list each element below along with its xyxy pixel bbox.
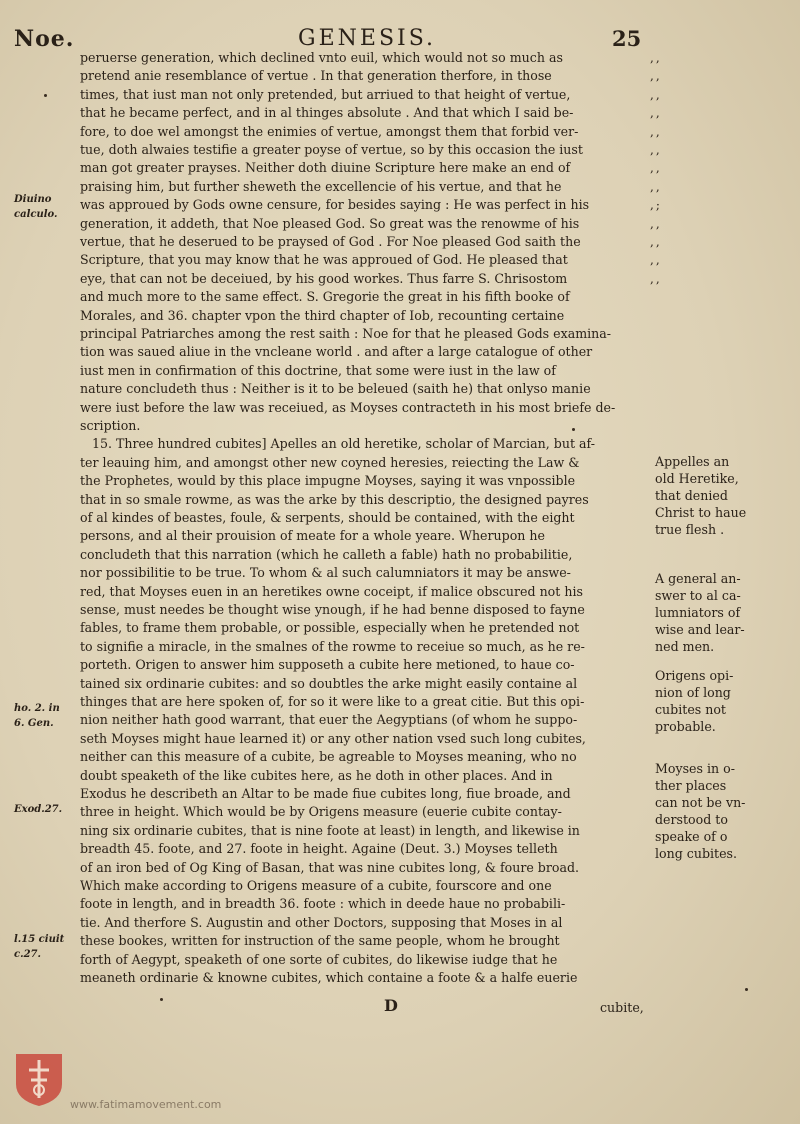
text-line: neither can this measure of a cubite, be agreable to Moyses meaning, who no bbox=[80, 749, 577, 765]
text-line: scription. bbox=[80, 418, 141, 433]
catchword: cubite, bbox=[600, 1000, 644, 1015]
text-line: fables, to frame them probable, or possible, especially when he pretended not bbox=[80, 620, 580, 636]
text-line: to signifie a miracle, in the smalnes of the rowme to receiue so much, as he re- bbox=[80, 638, 585, 654]
right-margin-note: long cubites. bbox=[655, 846, 738, 861]
text-line: vertue, that he deserued to be praysed of God . For Noe pleased God saith the bbox=[80, 234, 581, 249]
quote-mark: ,, bbox=[650, 51, 662, 65]
text-line: peruerse generation, which declined vnto euil, which would not so much as bbox=[80, 50, 563, 65]
text-line: and much more to the same effect. S. Gregorie the great in his fifth booke of bbox=[80, 289, 570, 305]
left-margin-note: ho. 2. in bbox=[14, 703, 60, 714]
text-line: were iust before the law was receiued, as Moyses contracteth in his most briefe de- bbox=[80, 399, 616, 415]
text-line: ning six ordinarie cubites, that is nine foote at least) in length, and likewise in bbox=[80, 822, 580, 838]
right-margin-note: Appelles an bbox=[655, 454, 730, 469]
right-margin-note: derstood to bbox=[655, 812, 728, 827]
text-line: of an iron bed of Og King of Basan, that was nine cubites long, & foure broad. bbox=[80, 859, 580, 875]
right-margin-note: speake of o bbox=[655, 829, 728, 844]
text-line: foote in length, and in breadth 36. foote : which in deede haue no probabili- bbox=[80, 896, 566, 912]
right-margin-note: wise and lear- bbox=[655, 622, 745, 637]
signature-mark: D bbox=[384, 996, 398, 1015]
right-margin-note: can not be vn- bbox=[655, 795, 746, 810]
text-line: was approued by Gods owne censure, for besides saying : He was perfect in his bbox=[80, 197, 590, 213]
header-left: Noe. bbox=[14, 26, 75, 52]
quote-mark: ,, bbox=[650, 124, 662, 139]
text-line: seth Moyses might haue learned it) or any other nation vsed such long cubites, bbox=[80, 730, 586, 746]
text-line: 15. Three hundred cubites] Apelles an old heretike, scholar of Marcian, but af- bbox=[92, 436, 596, 452]
text-line: doubt speaketh of the like cubites here, as he doth in other places. And in bbox=[80, 767, 553, 783]
text-line: man got greater prayses. Neither doth diuine Scripture here make an end of bbox=[80, 160, 571, 176]
text-line: Which make according to Origens measure of a cubite, fourscore and one bbox=[80, 878, 552, 893]
left-margin-note: calculo. bbox=[14, 209, 58, 220]
text-line: nion neither hath good warrant, that euer the Aegyptians (of whom he suppo- bbox=[80, 712, 578, 728]
right-margin-note: Christ to haue bbox=[655, 505, 747, 520]
ink-speck bbox=[44, 94, 47, 97]
text-line: persons, and al their prouision of meate for a whole yeare. Wherupon he bbox=[80, 528, 545, 544]
left-margin-note: 6. Gen. bbox=[14, 718, 54, 729]
text-line: that in so smale rowme, as was the arke by this descriptio, the designed payres bbox=[80, 491, 589, 507]
text-line: of al kindes of beastes, foule, & serpents, should be contained, with the eight bbox=[80, 510, 575, 525]
quote-mark: ,, bbox=[650, 106, 662, 121]
ink-speck bbox=[160, 998, 163, 1001]
right-margin-note: cubites not bbox=[655, 702, 726, 717]
quote-mark: ,, bbox=[650, 143, 662, 157]
text-line: tie. And therfore S. Augustin and other Doctors, supposing that Moses in al bbox=[80, 914, 563, 930]
left-margin-note: c.27. bbox=[14, 949, 41, 960]
right-margin-note: lumniators of bbox=[655, 605, 741, 620]
right-margin-note: ned men. bbox=[655, 639, 715, 654]
text-line: generation, it addeth, that Noe pleased God. So great was the renowme of his bbox=[80, 215, 580, 231]
quote-mark: ,, bbox=[650, 69, 662, 84]
text-line: fore, to doe wel amongst the enimies of vertue, amongst them that forbid ver- bbox=[80, 123, 579, 139]
left-margin-note: Exod.27. bbox=[14, 804, 63, 815]
quote-mark: ,, bbox=[650, 216, 662, 231]
quote-mark: ,, bbox=[650, 161, 662, 176]
text-line: sense, must needes be thought wise ynough, if he had benne disposed to fayne bbox=[80, 602, 585, 617]
text-line: tained six ordinarie cubites: and so doubtles the arke might easily containe al bbox=[80, 675, 578, 691]
text-line: times, that iust man not only pretended, but arriued to that height of vertue, bbox=[80, 86, 571, 102]
header-title: GENESIS. bbox=[298, 26, 436, 51]
text-line: forth of Aegypt, speaketh of one sorte of cubites, do likewise iudge that he bbox=[80, 951, 558, 967]
text-line: three in height. Which would be by Origens measure (euerie cubite contay- bbox=[80, 804, 562, 820]
text-line: iust men in confirmation of this doctrine, that some were iust in the law of bbox=[80, 362, 556, 378]
text-line: these bookes, written for instruction of the same people, whom he brought bbox=[80, 933, 560, 949]
text-line: that he became perfect, and in al thinges absolute . And that which I said be- bbox=[80, 105, 574, 121]
right-margin-note: ther places bbox=[655, 778, 727, 793]
left-margin-note: Diuino bbox=[14, 194, 52, 205]
fatima-logo-icon bbox=[12, 1050, 66, 1108]
right-margin-note: true flesh . bbox=[655, 522, 725, 537]
right-margin-note: swer to al ca- bbox=[655, 588, 741, 603]
quote-mark: ,, bbox=[650, 179, 662, 194]
text-line: meaneth ordinarie & knowne cubites, which containe a foote & a halfe euerie bbox=[80, 970, 578, 985]
text-line: red, that Moyses euen in an heretikes owne coceipt, if malice obscured not his bbox=[80, 583, 583, 599]
right-margin-note: old Heretike, bbox=[655, 471, 739, 486]
right-margin-note: that denied bbox=[655, 488, 728, 503]
text-line: principal Patriarches among the rest saith : Noe for that he pleased Gods examina- bbox=[80, 326, 612, 341]
text-line: Scripture, that you may know that he was approued of God. He pleased that bbox=[80, 252, 568, 268]
text-line: praising him, but further sheweth the excellencie of his vertue, and that he bbox=[80, 178, 562, 194]
text-line: pretend anie resemblance of vertue . In that generation therfore, in those bbox=[80, 68, 552, 84]
ink-speck bbox=[745, 988, 748, 991]
quote-mark: ,, bbox=[650, 235, 662, 249]
text-line: concludeth that this narration (which he calleth a fable) hath no probabilitie, bbox=[80, 546, 573, 562]
text-line: nor possibilitie to be true. To whom & al such calumniators it may be answe- bbox=[80, 565, 571, 581]
quote-mark: ,, bbox=[650, 253, 662, 268]
text-line: eye, that can not be deceiued, by his good workes. Thus farre S. Chrisostom bbox=[80, 270, 568, 286]
text-line: Exodus he describeth an Altar to be made fiue cubites long, fiue broade, and bbox=[80, 786, 571, 801]
text-line: tue, doth alwaies testifie a greater poyse of vertue, so by this occasion the iust bbox=[80, 142, 583, 157]
text-line: Morales, and 36. chapter vpon the third chapter of Iob, recounting certaine bbox=[80, 307, 565, 323]
quote-mark: ,; bbox=[650, 198, 662, 213]
page-number: 25 bbox=[612, 26, 642, 51]
right-margin-note: A general an- bbox=[655, 571, 741, 586]
text-line: breadth 45. foote, and 27. foote in height. Againe (Deut. 3.) Moyses telleth bbox=[80, 841, 558, 857]
text-line: nature concludeth thus : Neither is it to be beleued (saith he) that onlyso manie bbox=[80, 381, 591, 397]
text-line: thinges that are here spoken of, for so it were like to a great citie. But this opi- bbox=[80, 694, 585, 709]
quote-mark: ,, bbox=[650, 87, 662, 102]
text-line: ter leauing him, and amongst other new coyned heresies, reiecting the Law & bbox=[80, 454, 580, 470]
ink-speck bbox=[572, 428, 575, 431]
right-margin-note: nion of long bbox=[655, 685, 731, 700]
right-margin-note: Origens opi- bbox=[655, 668, 734, 683]
text-line: porteth. Origen to answer him supposeth a cubite here metioned, to haue co- bbox=[80, 657, 575, 673]
text-line: tion was saued aliue in the vncleane world . and after a large catalogue of other bbox=[80, 344, 593, 360]
left-margin-note: l.15 ciuit bbox=[14, 934, 65, 945]
footer-url: www.fatimamovement.com bbox=[70, 1098, 222, 1111]
right-margin-note: probable. bbox=[655, 719, 716, 734]
quote-mark: ,, bbox=[650, 271, 662, 286]
right-margin-note: Moyses in o- bbox=[655, 761, 735, 776]
text-line: the Prophetes, would by this place impugne Moyses, saying it was vnpossible bbox=[80, 473, 576, 489]
